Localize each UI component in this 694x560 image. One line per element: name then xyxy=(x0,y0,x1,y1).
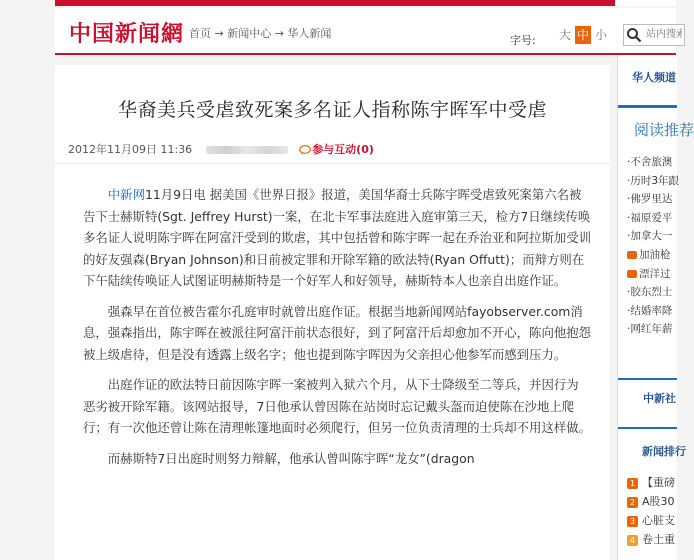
header-divider xyxy=(55,53,676,55)
paragraph: 出庭作证的欧法特日前因陈宇晖一案被判入狱六个月，从下士降级至二等兵，并因行为恶劣被开除军籍。该网站报导，7日他承认曾因陈在站岗时忘记戴头盔而迫使陈在沙地上爬行；有一次他还曾让陈在清理帐篷地面时必须爬行，但另一位负责清理的士兵却不用这样做。 xyxy=(83,377,592,435)
sidebar-divider xyxy=(618,427,677,429)
right-sidebar xyxy=(617,55,694,560)
sidebar-read-heading: 阅读推荐 xyxy=(634,121,694,139)
search-icon[interactable] xyxy=(626,27,642,43)
search-box xyxy=(623,24,685,46)
paragraph xyxy=(83,184,591,292)
sidebar-cns-heading[interactable]: 中新社 xyxy=(643,392,676,405)
article-datetime: 2012年11月09日 11:36 xyxy=(68,143,193,156)
recommend-item-label: 加油枪 xyxy=(639,248,671,261)
rank-list xyxy=(627,473,687,549)
sidebar-channel-title[interactable]: 华人频道 xyxy=(632,71,676,84)
rank-number-icon: 3 xyxy=(627,516,638,527)
rank-number-icon: 2 xyxy=(627,497,638,508)
rank-number-icon: 4 xyxy=(627,535,638,546)
breadcrumb-section[interactable]: 华人新闻 xyxy=(287,27,332,40)
recommend-item-label: 漂洋过 xyxy=(639,267,671,280)
breadcrumb xyxy=(189,25,331,41)
video-icon xyxy=(627,270,637,278)
recommend-item[interactable]: ·福原爱平 xyxy=(627,211,673,224)
recommend-item-video[interactable] xyxy=(627,246,687,265)
top-white-strip xyxy=(615,0,676,6)
rank-item[interactable] xyxy=(627,511,687,530)
sidebar-rank-heading: 新闻排行 xyxy=(642,445,686,458)
video-icon xyxy=(627,251,637,259)
article-panel xyxy=(55,65,610,560)
rank-number-icon: 1 xyxy=(627,478,638,489)
site-logo[interactable]: 中国新闻網 xyxy=(69,21,185,47)
recommend-item[interactable]: ·胶东烈士 xyxy=(627,286,673,299)
font-size-large-button[interactable]: 大 xyxy=(558,28,571,42)
rank-item[interactable] xyxy=(627,473,687,492)
breadcrumb-home[interactable]: 首页 xyxy=(189,27,211,40)
recommend-item-video[interactable] xyxy=(627,265,687,284)
recommend-item[interactable]: ·历时3年跟 xyxy=(627,174,680,187)
comment-link[interactable] xyxy=(299,143,374,156)
rank-item-label: 【重磅 xyxy=(642,476,675,489)
font-size-label: 字号: xyxy=(510,34,536,47)
font-size-medium-button[interactable]: 中 xyxy=(576,28,589,42)
paragraph-text: 11月9日电 据美国《世界日报》报道，美国华裔士兵陈宇晖受虐致死案第六名被告下士赫斯特(Sgt. Jeffrey Hurst)一案，在北卡军事法庭进入庭审第三天，检方7日继续传唤多名证人说明陈宇晖在阿富汗受到的欺虐，其中包括曾和陈宇晖一起在乔治亚和阿拉斯加受训的好友强森(Bryan Johnson)和日前被定罪和开除军籍的欧法特(Ryan Offutt)；而辩方则在下午陆续传唤证人试图证明赫斯特是一个好军人和好领导，赫斯特本人也亲自出庭作证。 xyxy=(83,187,592,288)
article-body xyxy=(83,184,591,478)
meta-divider xyxy=(55,163,610,164)
sidebar-divider xyxy=(618,378,677,380)
recommend-item[interactable]: ·网红年薪 xyxy=(627,323,673,336)
recommend-item[interactable]: ·加拿大一 xyxy=(627,230,673,243)
breadcrumb-arrow: → xyxy=(214,27,224,40)
article-title: 华裔美兵受虐致死案多名证人指称陈宇晖军中受虐 xyxy=(117,99,547,121)
blurred-source xyxy=(206,146,288,154)
top-red-bar xyxy=(55,0,615,6)
article-meta xyxy=(68,141,374,157)
breadcrumb-arrow: → xyxy=(274,27,284,40)
paragraph: 而赫斯特7日出庭时则努力辩解，他承认曾叫陈宇晖“龙女”(dragon xyxy=(107,450,475,466)
rank-item-label: 心脏支 xyxy=(642,514,675,527)
rank-item[interactable] xyxy=(627,492,687,511)
rank-item-label: A股30 xyxy=(642,495,675,508)
font-size-small-button[interactable]: 小 xyxy=(594,28,607,42)
recommend-item[interactable]: ·佛罗里达 xyxy=(627,193,673,206)
search-input[interactable] xyxy=(646,27,682,42)
rank-item[interactable] xyxy=(627,530,687,549)
paragraph: 强森早在首位被告霍尔孔庭审时就曾出庭作证。根据当地新闻网站fayobserver.com消息，强森指出，陈宇晖在被派往阿富汗前状态很好，到了阿富汗后却愈加不开心，陈向他抱怨被上级虐待，但是没有透露上级名字；他也提到陈宇晖因为父亲担心他参军而感到压力。 xyxy=(83,303,592,362)
rank-item-label: 卷土重 xyxy=(642,533,675,546)
source-link[interactable]: 中新网 xyxy=(107,187,145,202)
comment-link-label: 参与互动(0) xyxy=(312,143,374,156)
comment-bubble-icon xyxy=(299,145,311,155)
site-header xyxy=(55,8,676,53)
recommend-item[interactable]: ·不舍旅澳 xyxy=(627,156,673,168)
breadcrumb-center[interactable]: 新闻中心 xyxy=(227,27,272,40)
recommend-list xyxy=(627,153,687,339)
recommend-item[interactable]: ·结婚率降 xyxy=(627,304,673,317)
sidebar-divider xyxy=(618,105,677,108)
